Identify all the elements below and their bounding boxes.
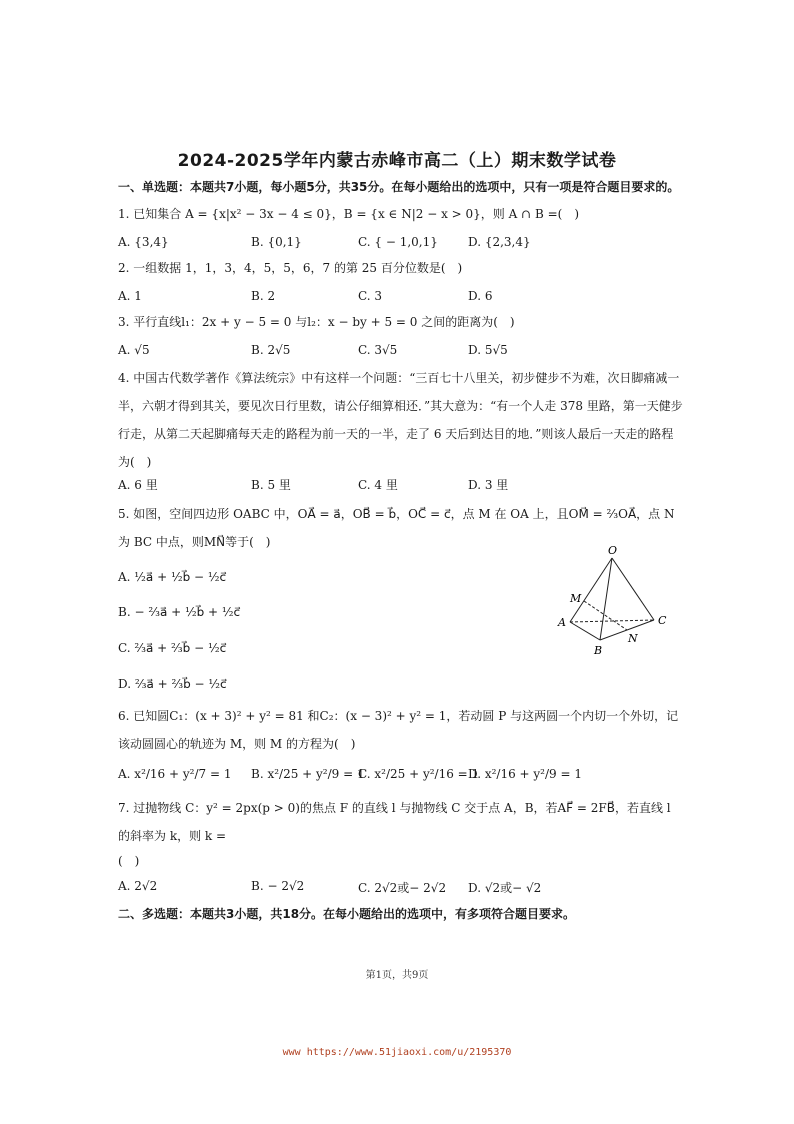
option-d: D. 3 里 [468, 478, 509, 492]
option-a: A. {3,4} [118, 235, 169, 249]
option-b: B. − 2√2 [251, 879, 305, 893]
option-c: C. 3√5 [358, 343, 398, 357]
option-b: B. 5 里 [251, 478, 291, 492]
question-1: 1. 已知集合 A = {x|x² − 3x − 4 ≤ 0}，B = {x ∈ N|2 − x > 0}，则 A ∩ B =( ) [118, 207, 580, 221]
option-a: A. 6 里 [118, 478, 158, 492]
option-a: A. 1 [118, 289, 142, 303]
option-c: C. 3 [358, 289, 383, 303]
label-m: M [570, 592, 582, 605]
question-5: 5. 如图，空间四边形 OABC 中，OA⃗ = a⃗，OB⃗ = b⃗，OC⃗ = c⃗，点 M 在 OA 上，且OM⃗ = ⅔OA⃗，点 N 为 BC 中点，则MN⃗等于( ) [118, 507, 675, 549]
option-d: D. {2,3,4} [468, 235, 531, 249]
option-b: B. 2 [251, 289, 276, 303]
question-4-options [118, 476, 684, 496]
question-1-options [118, 235, 684, 255]
page-number: 第1页，共9页 [365, 970, 429, 981]
option-d: D. x²/16 + y²/9 = 1 [468, 767, 582, 781]
option-a: A. √5 [118, 343, 150, 357]
section-single-choice: 一、单选题：本题共7小题，每小题5分，共35分。在每小题给出的选项中，只有一项是符合题目要求的。 [118, 180, 680, 194]
edge-ob [600, 558, 612, 640]
edge-oc [612, 558, 654, 620]
question-7-paren: ( ) [118, 854, 140, 868]
option-d: D. ⅔a⃗ + ⅔b⃗ − ½c⃗ [118, 677, 227, 691]
question-2: 2. 一组数据 1，1，3，4，5，5，6，7 的第 25 百分位数是( ) [118, 261, 463, 275]
label-o: O [608, 544, 618, 557]
tetrahedron-diagram [556, 544, 676, 664]
edge-oa [570, 558, 612, 622]
source-watermark: www https://www.51jiaoxi.com/u/2195370 [282, 1047, 512, 1058]
question-6: 6. 已知圆C₁：(x + 3)² + y² = 81 和C₂：(x − 3)² + y² = 1，若动圆 P 与这两圆一个内切一个外切，记该动圆圆心的轨迹为 M，则 M 的方程为( ) [118, 709, 679, 751]
page-title: 2024-2025学年内蒙古赤峰市高二（上）期末数学试卷 [177, 151, 617, 171]
option-c: C. 4 里 [358, 478, 398, 492]
option-c: C. { − 1,0,1} [358, 235, 438, 249]
option-a: A. x²/16 + y²/7 = 1 [118, 767, 232, 781]
option-d: D. 6 [468, 289, 493, 303]
option-d: D. 5√5 [468, 343, 508, 357]
option-d: D. √2或− √2 [468, 881, 542, 895]
label-b: B [594, 644, 603, 657]
option-b: B. {0,1} [251, 235, 302, 249]
question-4: 4. 中国古代数学著作《算法统宗》中有这样一个问题：“三百七十八里关，初步健步不为难，次日脚痛减一半，六朝才得到其关，要见次日行里数，请公仔细算相还．”其大意为：“有一个人走 378 里路，第一天健步行走，从第二天起脚痛每天走的路程为前一天的一半，走了 6 天后到达目的地．”则该人最后一天走的路程为( ) [118, 371, 683, 469]
label-c: C [658, 614, 667, 627]
edge-ab [570, 622, 600, 640]
label-n: N [628, 632, 638, 645]
question-2-options [118, 289, 684, 309]
option-c: C. x²/25 + y²/16 = 1 [358, 767, 480, 781]
question-3-options [118, 343, 684, 363]
edge-ac-hidden [570, 620, 654, 622]
option-b: B. 2√5 [251, 343, 291, 357]
option-b: B. − ⅔a⃗ + ½b⃗ + ½c⃗ [118, 605, 241, 619]
question-7-options [118, 879, 684, 899]
label-a: A [558, 616, 566, 629]
option-b: B. x²/25 + y²/9 = 1 [251, 767, 365, 781]
question-3: 3. 平行直线l₁：2x + y − 5 = 0 与l₂：x − by + 5 = 0 之间的距离为( ) [118, 315, 515, 329]
option-a: A. ½a⃗ + ½b⃗ − ½c⃗ [118, 570, 227, 584]
question-7: 7. 过抛物线 C：y² = 2px(p > 0)的焦点 F 的直线 l 与抛物线 C 交于点 A，B，若AF⃗ = 2FB⃗，若直线 l 的斜率为 k，则 k = [118, 801, 671, 843]
option-c: C. 2√2或− 2√2 [358, 881, 447, 895]
question-6-options [118, 767, 684, 787]
option-c: C. ⅔a⃗ + ⅔b⃗ − ½c⃗ [118, 641, 227, 655]
option-a: A. 2√2 [118, 879, 158, 893]
section-multiple-choice: 二、多选题：本题共3小题，共18分。在每小题给出的选项中，有多项符合题目要求。 [118, 907, 576, 921]
